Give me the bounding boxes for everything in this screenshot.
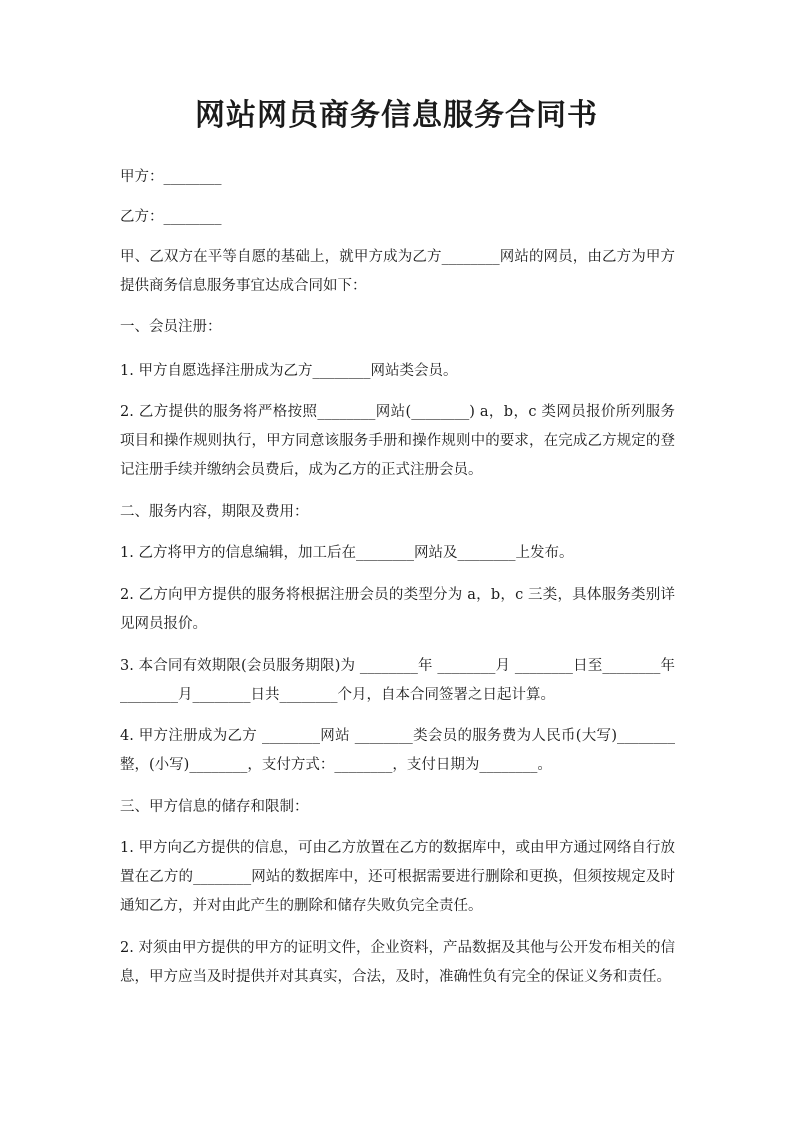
section-3-heading: 三、甲方信息的储存和限制： bbox=[120, 799, 309, 815]
document-title: 网站网员商务信息服务合同书 bbox=[195, 98, 598, 133]
section-2-item-4: 4. 甲方注册成为乙方 ________网站 ________类会员的服务费为人民币(大写)________整，(小写)________，支付方式：________，支付日期为________。 bbox=[120, 728, 675, 773]
section-1-item-2: 2. 乙方提供的服务将严格按照________网站(________) a，b，c 类网员报价所列服务项目和操作规则执行，甲方同意该服务手册和操作规则中的要求，在完成乙方规定的登记注册手续并缴纳会员费后，成为乙方的正式注册会员。 bbox=[120, 404, 675, 478]
section-2-item-3: 3. 本合同有效期限(会员服务期限)为 ________年 ________月 ________日至________年________月________日共________个月，自本合同签署之日起计算。 bbox=[120, 658, 675, 703]
party-a-line: 甲方：________ bbox=[120, 169, 222, 185]
section-3-item-2: 2. 对须由甲方提供的甲方的证明文件，企业资料，产品数据及其他与公开发布相关的信息，甲方应当及时提供并对其真实，合法，及时，准确性负有完全的保证义务和责任。 bbox=[120, 940, 675, 985]
section-1-item-1: 1. 甲方自愿选择注册成为乙方________网站类会员。 bbox=[120, 363, 458, 379]
section-1-heading: 一、会员注册： bbox=[120, 319, 222, 335]
section-2-heading: 二、服务内容，期限及费用： bbox=[120, 504, 309, 520]
section-2-item-1: 1. 乙方将甲方的信息编辑，加工后在________网站及________上发布。 bbox=[120, 545, 574, 561]
party-b-line: 乙方：________ bbox=[120, 209, 222, 225]
section-2-item-2: 2. 乙方向甲方提供的服务将根据注册会员的类型分为 a，b，c 三类，具体服务类别详见网员报价。 bbox=[120, 587, 675, 632]
section-3-item-1: 1. 甲方向乙方提供的信息，可由乙方放置在乙方的数据库中，或由甲方通过网络自行放置在乙方的________网站的数据库中，还可根据需要进行删除和更换，但须按规定及时通知乙方，并对由此产生的删除和储存失败负完全责任。 bbox=[120, 840, 675, 914]
preamble-paragraph: 甲、乙双方在平等自愿的基础上，就甲方成为乙方________网站的网员，由乙方为甲方提供商务信息服务事宜达成合同如下： bbox=[120, 249, 675, 294]
